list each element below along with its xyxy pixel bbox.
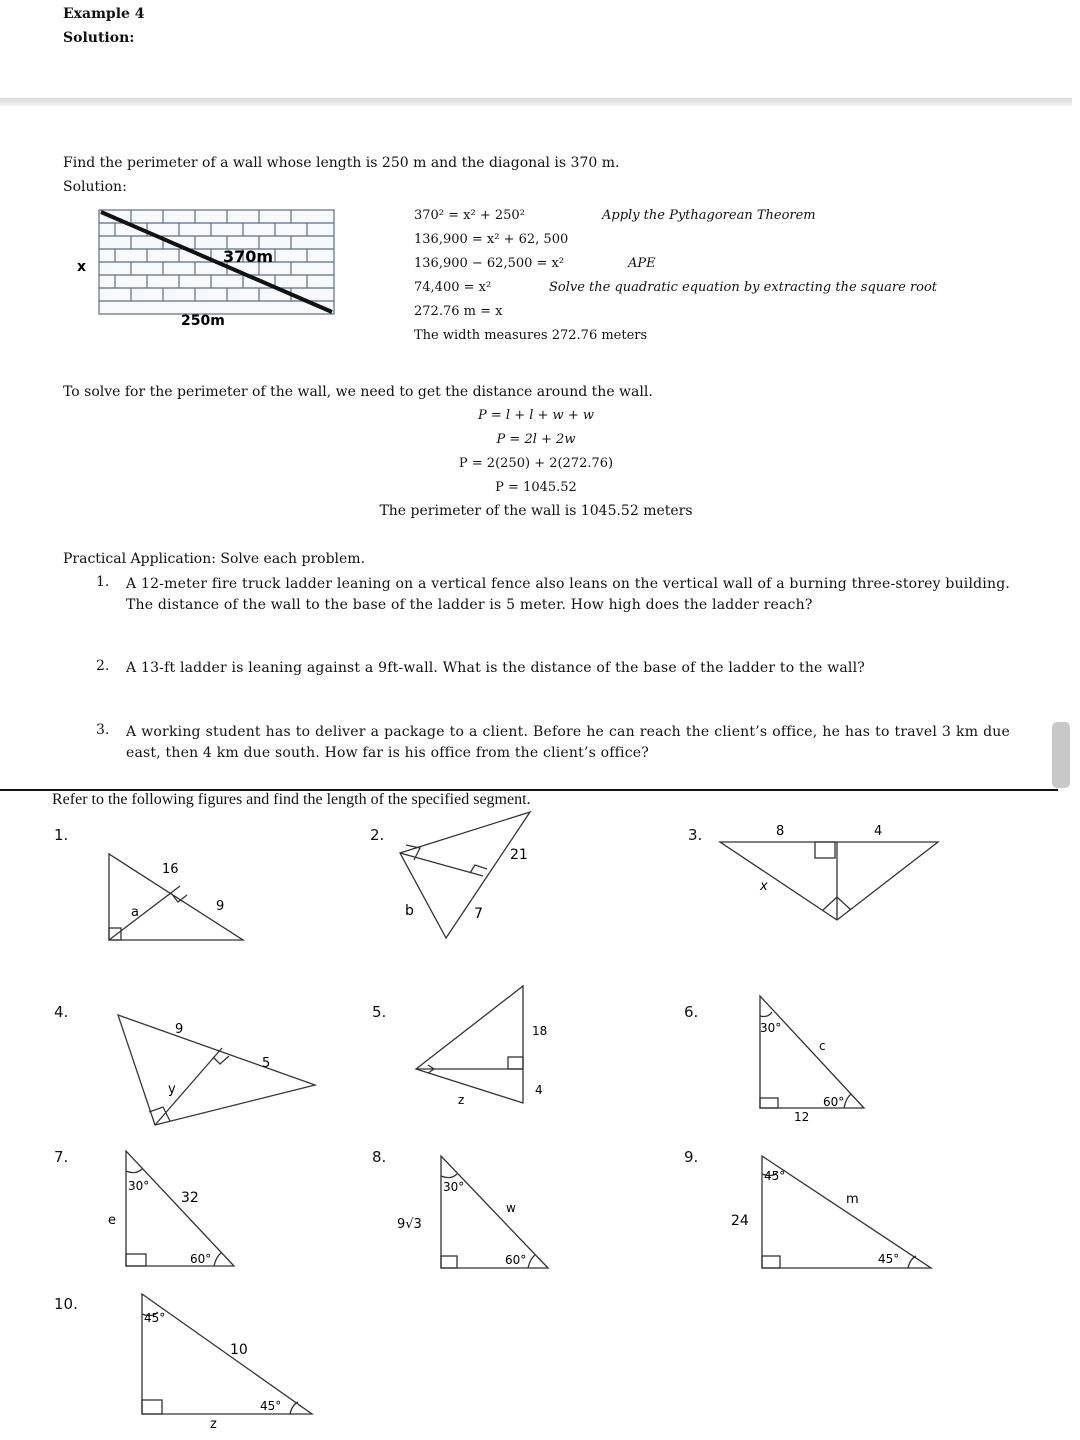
perimeter-eq-3: P = 2(250) + 2(272.76) — [458, 456, 614, 471]
practical-item-3-number: 3. — [96, 722, 110, 738]
step-2-eq: 136,900 = x² + 62, 500 — [414, 232, 569, 247]
figure-8-label-w: w — [506, 1201, 516, 1215]
practical-item-1-text: A 12-meter fire truck ladder leaning on a vertical fence also leans on the vertical wall of a burning three-storey building. The distance of the wall to the base of the ladder is 5 meter. How high does the ladder reach? — [126, 576, 1011, 613]
figure-1-label-a: a — [131, 905, 139, 920]
figure-number-4: 4. — [54, 1003, 69, 1021]
step-3-note: APE — [628, 256, 656, 271]
figure-9-label-24: 24 — [731, 1213, 749, 1229]
perimeter-conclusion: The perimeter of the wall is 1045.52 meters — [379, 503, 693, 519]
figure-6-label-12: 12 — [794, 1110, 810, 1124]
perimeter-intro: To solve for the perimeter of the wall, we need to get the distance around the wall. — [63, 384, 653, 400]
figure-5 — [408, 980, 558, 1110]
step-4-note: Solve the quadratic equation by extracting the square root — [549, 280, 938, 295]
figure-number-10: 10. — [54, 1295, 78, 1313]
figure-10-label-z: z — [210, 1417, 217, 1432]
practical-item-2-text: A 13-ft ladder is leaning against a 9ft-wall. What is the distance of the base of the ladder to the wall? — [126, 660, 865, 676]
figure-9-label-45: 45° — [764, 1169, 786, 1183]
figure-9 — [728, 1150, 938, 1272]
practical-item-1-number: 1. — [96, 574, 110, 590]
figure-2-label-21: 21 — [510, 847, 528, 863]
perimeter-eq-2: P = 2l + 2w — [496, 432, 576, 447]
wall-diagonal-label: 370m — [223, 247, 274, 266]
figure-number-3: 3. — [688, 826, 703, 844]
figure-10-label-45: 45° — [144, 1311, 166, 1325]
figure-6-label-c: c — [819, 1039, 826, 1053]
figure-7 — [100, 1145, 240, 1270]
wall-side-label: x — [77, 259, 87, 275]
figure-10-label-45b: 45° — [260, 1399, 282, 1413]
figure-4-label-y: y — [168, 1082, 176, 1097]
practical-item-2-number: 2. — [96, 658, 110, 674]
figure-8-label-30: 30° — [443, 1180, 465, 1194]
practical-title: Practical Application: Solve each problem. — [63, 551, 366, 567]
figure-2-label-b: b — [405, 903, 414, 919]
figure-4 — [110, 1005, 325, 1130]
figure-3-label-8: 8 — [776, 824, 785, 839]
step-1-note: Apply the Pythagorean Theorem — [602, 208, 816, 223]
figure-6 — [752, 990, 872, 1125]
figure-5-label-4: 4 — [535, 1083, 543, 1097]
figure-2-label-7: 7 — [474, 906, 483, 922]
figures-heading: Refer to the following figures and find the length of the specified segment. — [52, 791, 531, 808]
figure-1-label-16: 16 — [162, 862, 179, 877]
step-1-eq: 370² = x² + 250² — [414, 208, 525, 223]
figure-1 — [100, 840, 250, 945]
figure-3-label-x: x — [760, 879, 768, 894]
figure-7-label-30: 30° — [128, 1179, 150, 1193]
step-4-eq: 74,400 = x² — [414, 280, 492, 295]
figure-8-label-9root3: 9√3 — [397, 1217, 422, 1232]
figure-1-label-9: 9 — [216, 899, 225, 914]
wall-bottom-label: 250m — [181, 313, 225, 329]
figure-number-1: 1. — [54, 826, 69, 844]
figure-5-label-18: 18 — [532, 1024, 548, 1038]
figure-2 — [390, 808, 540, 943]
wall-figure — [75, 205, 345, 330]
figure-7-label-32: 32 — [181, 1190, 199, 1206]
figure-8-label-60: 60° — [505, 1253, 527, 1267]
figure-3 — [710, 820, 950, 925]
perimeter-eq-4: P = 1045.52 — [495, 480, 577, 495]
figure-8 — [395, 1150, 555, 1272]
figure-number-2: 2. — [370, 826, 385, 844]
figure-5-label-z: z — [458, 1093, 465, 1107]
solution-label: Solution: — [63, 179, 127, 195]
example-heading: Example 4 — [63, 6, 145, 22]
figure-9-label-45b: 45° — [878, 1252, 900, 1266]
figure-4-label-9: 9 — [175, 1022, 184, 1037]
solution-heading: Solution: — [63, 30, 135, 46]
figure-10-label-10: 10 — [230, 1342, 248, 1358]
figure-7-label-e: e — [108, 1213, 116, 1228]
figure-3-label-4: 4 — [874, 824, 883, 839]
figure-number-9: 9. — [684, 1148, 699, 1166]
figure-7-label-60: 60° — [190, 1252, 212, 1266]
figure-6-label-30: 30° — [760, 1021, 782, 1035]
page-header — [0, 0, 1080, 98]
figure-number-5: 5. — [372, 1003, 387, 1021]
figure-6-label-60: 60° — [823, 1095, 845, 1109]
figure-number-8: 8. — [372, 1148, 387, 1166]
figure-number-6: 6. — [684, 1003, 699, 1021]
width-result: The width measures 272.76 meters — [414, 328, 648, 343]
header-separator — [0, 98, 1072, 106]
perimeter-eq-1: P = l + l + w + w — [478, 408, 594, 423]
step-5-eq: 272.76 m = x — [414, 304, 503, 319]
step-3-eq: 136,900 − 62,500 = x² — [414, 256, 565, 271]
scrollbar-thumb[interactable] — [1052, 722, 1070, 788]
practical-item-3-text: A working student has to deliver a package to a client. Before he can reach the client’s office, he has to travel 3 km due east, then 4 km due south. How far is his office from the client’s office? — [126, 724, 1010, 761]
figure-number-7: 7. — [54, 1148, 69, 1166]
problem-statement: Find the perimeter of a wall whose length is 250 m and the diagonal is 370 m. — [63, 155, 620, 171]
figure-9-label-m: m — [846, 1192, 859, 1207]
figure-4-label-5: 5 — [262, 1056, 271, 1071]
figure-10 — [130, 1288, 320, 1433]
